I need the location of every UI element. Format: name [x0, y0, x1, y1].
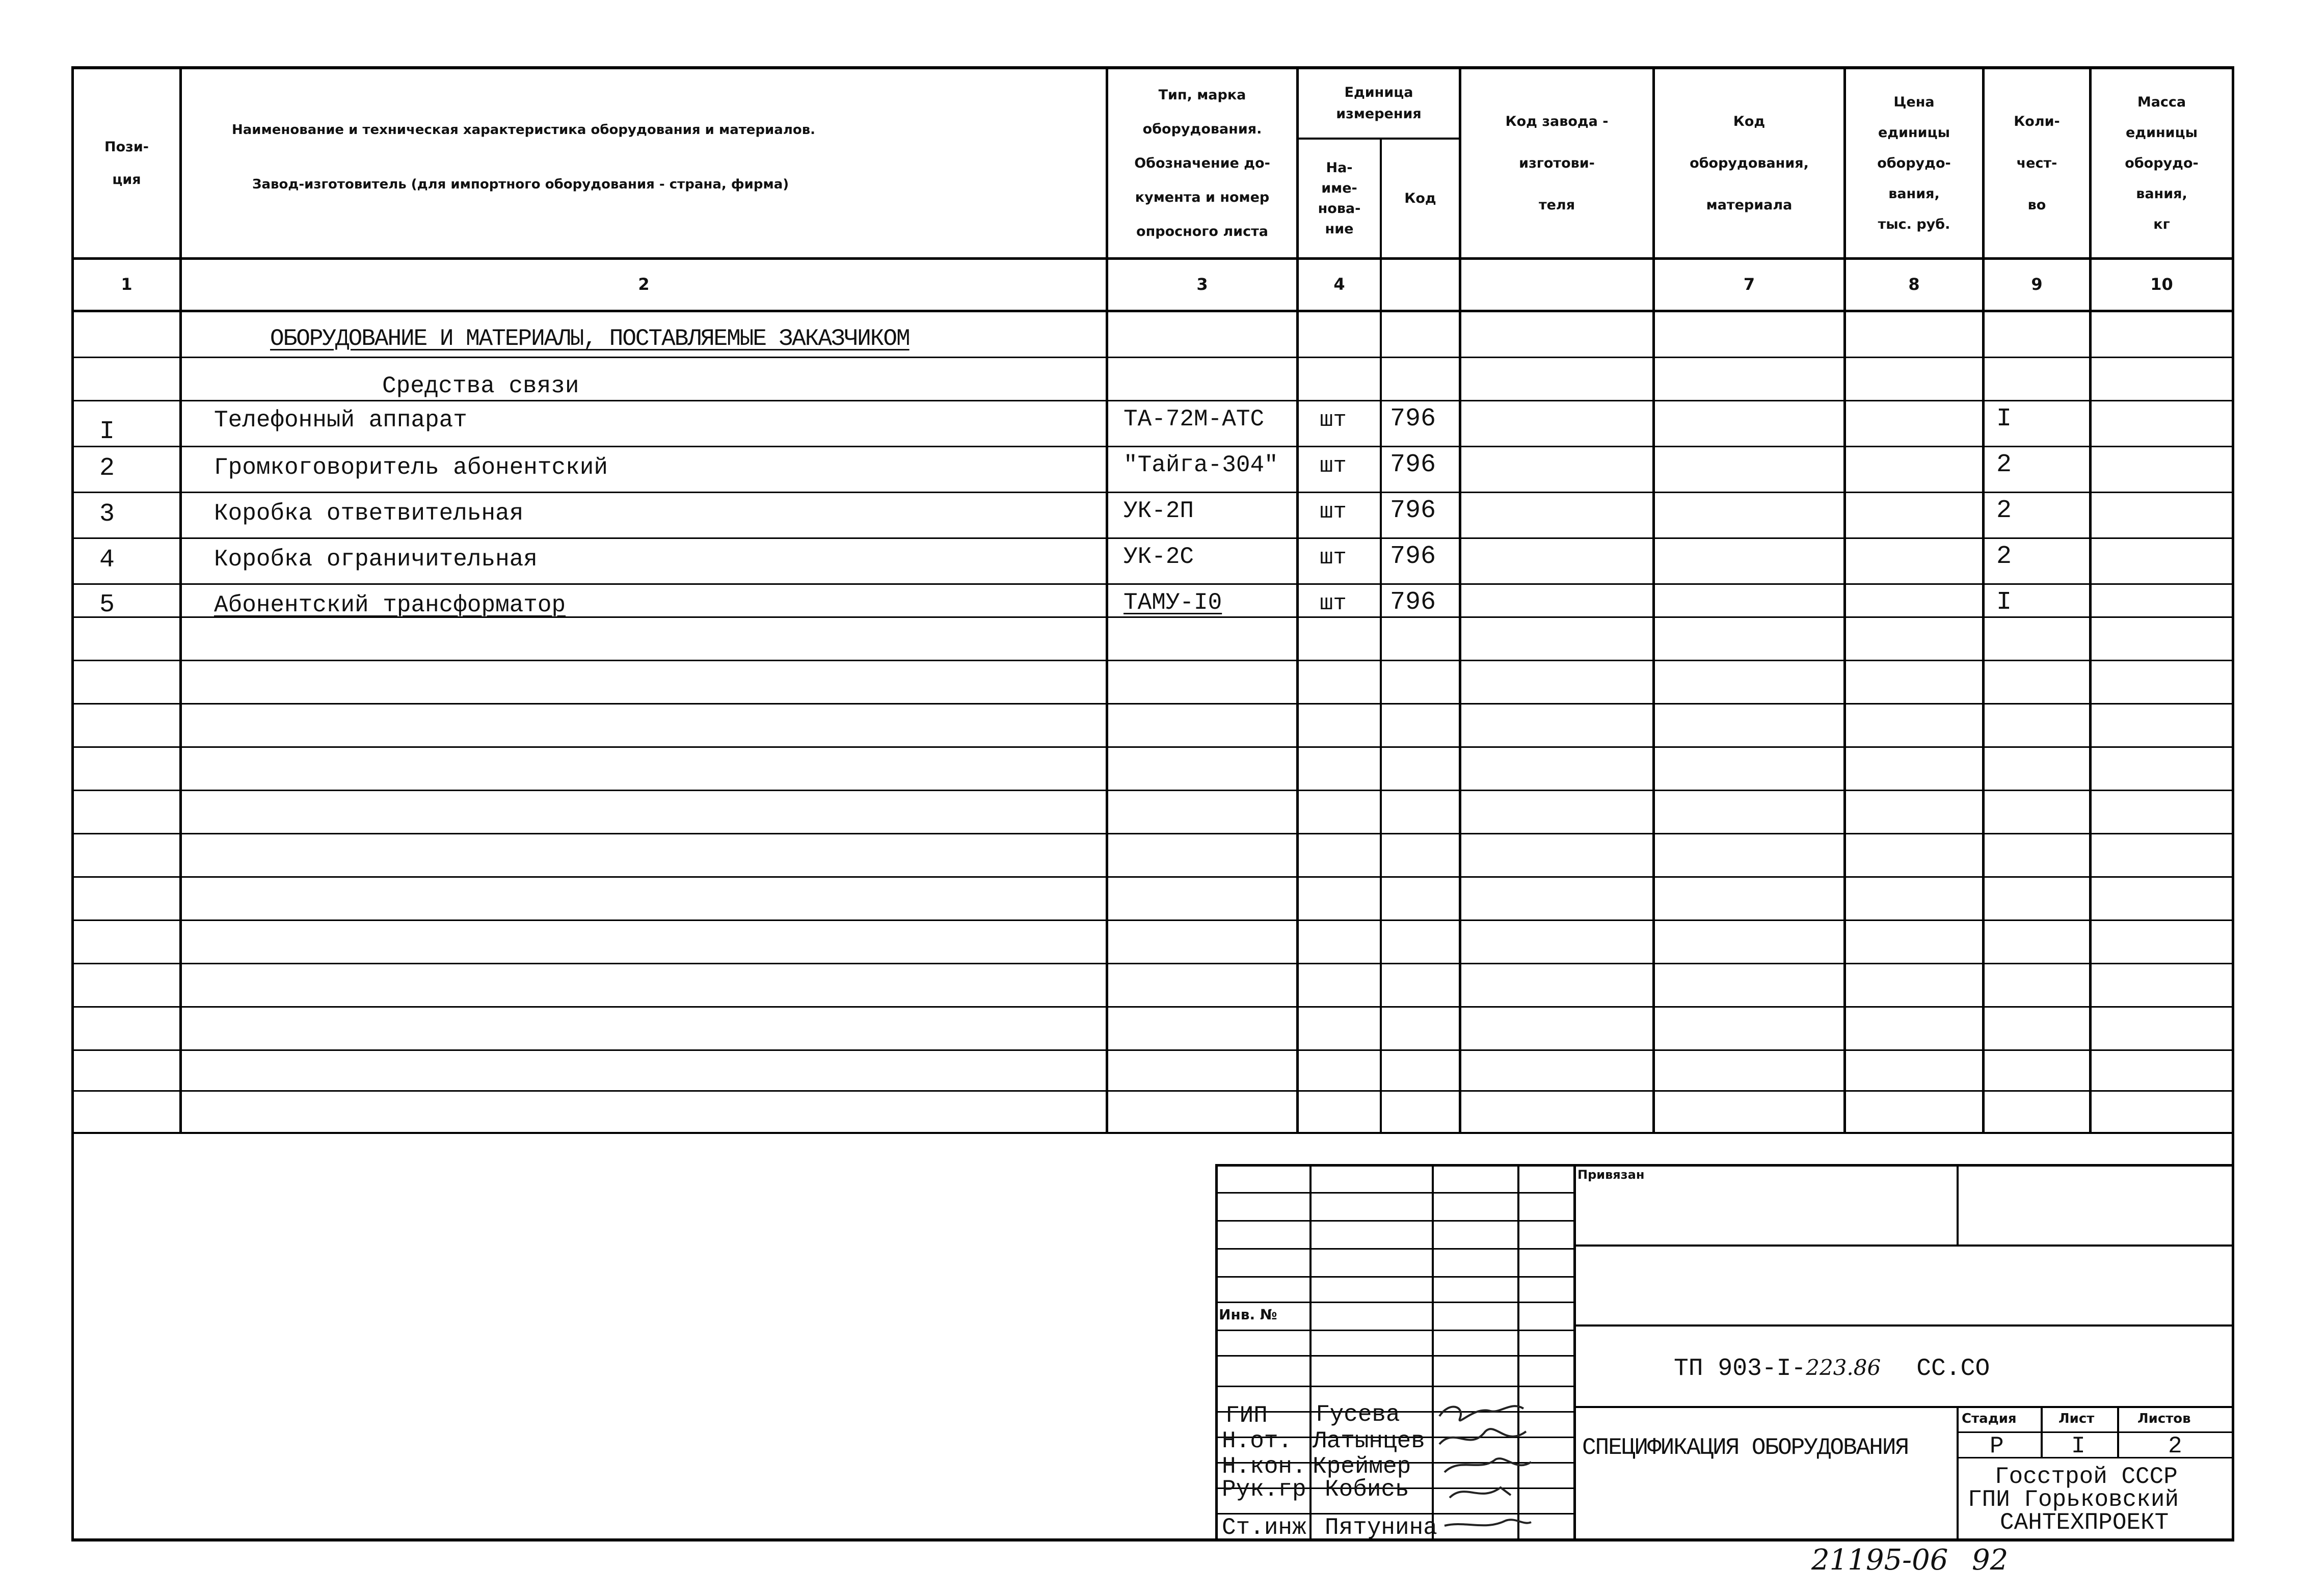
row-quantity: I — [1996, 588, 2012, 617]
person-name: Кобись — [1325, 1476, 1409, 1503]
row-type: "Тайга-304" — [1124, 452, 1278, 478]
person-role: Н.кон. — [1222, 1453, 1306, 1480]
header-unit-mass: Масса единицы оборудо- вания, кг — [2125, 94, 2199, 232]
section-title: ОБОРУДОВАНИЕ И МАТЕРИАЛЫ, ПОСТАВЛЯЕМЫЕ ЗАКАЗЧИКОМ — [270, 326, 910, 352]
colnum-3: 3 — [1196, 275, 1208, 294]
header-quantity: Коли- чест- во — [2014, 113, 2060, 213]
row-type: ТА-72М-АТС — [1124, 406, 1265, 432]
document-code-prefix: ТП 903-I- — [1674, 1355, 1806, 1383]
header-name-line1: Наименование и техническая характеристика оборудования и материалов. — [232, 122, 816, 138]
document-title: СПЕЦИФИКАЦИЯ ОБОРУДОВАНИЯ — [1582, 1435, 1909, 1461]
header-position: Пози- ция — [104, 139, 149, 187]
row-type: УК-2П — [1124, 498, 1194, 524]
person-name: Латынцев — [1313, 1428, 1425, 1454]
row-position: 4 — [99, 546, 115, 575]
row-quantity: 2 — [1996, 450, 2012, 479]
sheet-label: Лист — [2058, 1411, 2095, 1426]
page-number: 92 — [1972, 1544, 2009, 1577]
row-type: УК-2С — [1124, 544, 1194, 570]
colnum-10: 10 — [2150, 275, 2173, 294]
person-name: Пятунина — [1325, 1514, 1437, 1541]
row-name: Телефонный аппарат — [214, 407, 467, 434]
row-unit: шт — [1320, 591, 1347, 616]
person-role: ГИП — [1225, 1402, 1268, 1429]
row-quantity: 2 — [1996, 496, 2012, 525]
colnum-9: 9 — [2031, 275, 2043, 294]
subsection-title: Средства связи — [382, 373, 579, 399]
stage-value: Р — [1990, 1433, 2004, 1459]
row-code: 796 — [1390, 542, 1436, 571]
row-position: 2 — [99, 454, 115, 483]
person-name: Гусева — [1316, 1401, 1400, 1428]
archive-number: 21195-06 — [1811, 1544, 1948, 1577]
person-role: Ст.инж — [1222, 1514, 1306, 1541]
header-unit-code: Код — [1404, 190, 1436, 206]
row-quantity: 2 — [1996, 542, 2012, 571]
row-unit: шт — [1320, 453, 1347, 479]
header-unit-name: На- име- нова- ние — [1318, 159, 1361, 237]
row-unit: шт — [1320, 499, 1347, 525]
row-code: 796 — [1390, 588, 1436, 617]
row-type: ТАМУ-I0 — [1124, 589, 1222, 616]
inventory-number-label: Инв. № — [1219, 1306, 1277, 1323]
row-name: Коробка ответвительная — [214, 500, 524, 527]
signatures-drawing — [1434, 1396, 1536, 1544]
sheet-value: I — [2071, 1433, 2085, 1459]
row-name: Громкоговоритель абонентский — [214, 454, 608, 481]
header-unit: Единица измерения — [1336, 85, 1422, 122]
row-code: 796 — [1390, 450, 1436, 479]
organization-line2: ГПИ Горьковский — [1968, 1486, 2179, 1513]
organization-line1: Госстрой СССР — [1995, 1464, 2178, 1490]
organization-line3: САНТЕХПРОЕКТ — [2000, 1509, 2169, 1536]
row-unit: шт — [1320, 408, 1347, 433]
header-unit-price: Цена единицы оборудо- вания, тыс. руб. — [1877, 94, 1951, 232]
colnum-4: 4 — [1333, 275, 1345, 294]
document-code-hand: 223.86 — [1806, 1355, 1881, 1380]
row-unit: шт — [1320, 545, 1347, 571]
colnum-2: 2 — [638, 275, 650, 294]
header-equipment-code: Код оборудования, материала — [1690, 113, 1809, 213]
header-type: Тип, марка оборудования. Обозначение до- кумента и номер опросного листа — [1134, 87, 1270, 239]
row-code: 796 — [1390, 404, 1436, 434]
person-role: Рук.гр — [1222, 1476, 1306, 1503]
header-factory-code: Код завода - изготови- теля — [1505, 113, 1609, 213]
sheets-value: 2 — [2168, 1433, 2182, 1459]
person-name: Креймер — [1313, 1453, 1411, 1480]
sheets-label: Листов — [2137, 1411, 2191, 1426]
colnum-7: 7 — [1743, 275, 1755, 294]
row-position: I — [99, 417, 115, 446]
header-name-line2: Завод-изготовитель (для импортного оборудования - страна, фирма) — [252, 177, 789, 192]
row-quantity: I — [1996, 404, 2012, 434]
person-role: Н.от. — [1222, 1428, 1293, 1454]
document-code-suffix: СС.СО — [1916, 1355, 1990, 1383]
colnum-8: 8 — [1908, 275, 1920, 294]
row-position: 5 — [99, 590, 115, 619]
colnum-1: 1 — [121, 275, 132, 294]
row-name: Абонентский трансформатор — [214, 592, 566, 618]
stage-label: Стадия — [1962, 1411, 2017, 1426]
document-code — [1674, 1355, 1990, 1381]
row-code: 796 — [1390, 496, 1436, 525]
row-position: 3 — [99, 500, 115, 529]
privyazan-label: Привязан — [1577, 1168, 1645, 1182]
row-name: Коробка ограничительная — [214, 546, 538, 573]
